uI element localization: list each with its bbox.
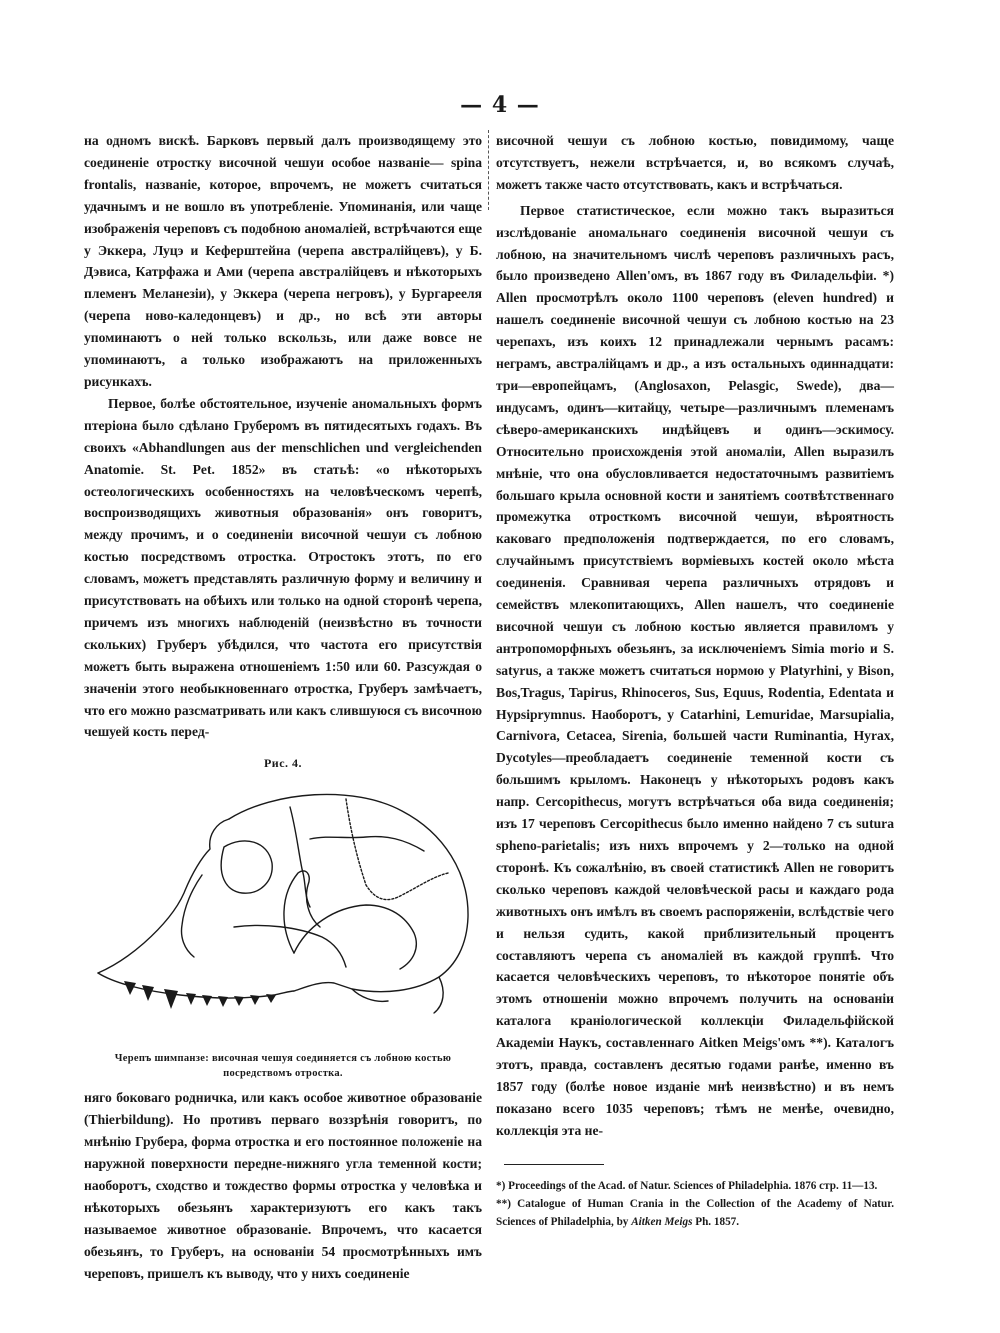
left-paragraph-3: няго боковаго родничка, или какъ особое животное образованіе (Thierbildung). Но противъ перваго воззрѣнія говоритъ, по мнѣнію Грубера, форма отростка и его постоянное положеніе на наружной поверхности передне-нижняго угла теменной кости; наоборотъ, сходство и тождество формы отростка у человѣка и нѣкоторыхъ обезьянъ характеризуютъ его какъ такъ называемое животное образованіе. Впрочемъ, что касается обезьянъ, то Груберъ, на основаніи 54 просмотрѣнныхъ имъ череповъ, пришелъ къ выводу, что у нихъ соединеніе <box>84 1090 482 1281</box>
orbit <box>221 841 272 893</box>
footnote-2-author: Aitken Meigs <box>631 1215 693 1228</box>
footnote-2 <box>496 1195 894 1231</box>
nasal-region <box>182 875 203 957</box>
left-paragraph-1: на одномъ вискѣ. Барковъ первый далъ производящему это соединеніе отростку височной чешуи особое названіе— spina frontalis, названіе, которое, впрочемъ, не можетъ считаться удачнымъ и не вошло въ употребленіе. Упоминанія, или чаще изображенія череповъ съ подобною аномаліей, встрѣчаются еще у Эккера, Луцэ и Кеферштейна (черепа австралійцевъ), у Б. Дэвиса, Катрфажа и Ами (черепа австралійцевъ и нѣкоторыхъ племенъ Меланезіи), у Эккера (черепа негровъ), у Бургарееля (черепа ново-каледонцевъ) и др., но всѣ эти авторы упоминаютъ о ней только вскользь, или даже вовсе не упоминаютъ, а только изображаютъ на приложенныхъ рисункахъ. <box>84 133 482 389</box>
parietal-suture <box>346 799 448 900</box>
footnote-rule <box>504 1164 604 1165</box>
footnote-2-text: **) Catalogue of Human Crania in the Collection of the Academy of Natur. Sciences of Philadelphia, by <box>496 1197 894 1228</box>
figure-caption: Черепъ шимпанзе: височная чешуя соединяется съ лобною костью посредствомъ отростка. <box>114 1053 452 1080</box>
left-column <box>84 130 482 1284</box>
brow-and-face <box>98 819 229 973</box>
upper-suture <box>310 837 424 851</box>
right-paragraph-1: височной чешуи съ лобною костью, повидимому, чаще отсутствуетъ, нежели встрѣчается, и, во всякомъ случаѣ, можетъ также часто отсутствовать, какъ и встрѣчаться. <box>496 133 894 192</box>
right-paragraph-2: Первое статистическое, если можно такъ выразиться изслѣдованіе аномальнаго соединенія височной чешуи съ лобною, на значительномъ числѣ череповъ различныхъ расъ, было произведено Allen'омъ, въ 1867 году въ Филадельфіи. *) Allen просмотрѣлъ около 1100 череповъ (eleven hundred) и нашелъ соединеніе височной чешуи съ лобною костью на 23 черепахъ, изъ коихъ 12 принадлежали чернымъ расамъ: неграмъ, австралійцамъ и др., а изъ остальныхъ одиннадцати: три—европейцамъ, (Anglosaxon, Pelasgic, Swede), два—индусамъ, одинъ—китайцу, четыре—различнымъ племенамъ сѣверо-американскихъ индѣйцевъ и одинъ—эскимосу. Относительно происхожденія этой аномаліи, Allen выразилъ мнѣніе, что она обусловливается недостаточнымъ развитіемъ большаго крыла основной кости и занятіемъ соотвѣтственнаго промежутка отросткомъ височной чешуи, вѣроятность каковаго предположенія подтверждается, по его словамъ, случайнымъ присутствіемъ ворміевыхъ костей около мѣста соединенія. Сравнивая черепа различныхъ отрядовъ и семействъ млекопитающихъ, Allen нашелъ, что соединеніе височной чешуи съ лобною костью является правиломъ у антропоморфныхъ обезьянъ, за исключеніемъ Simia morio и S. satyrus, а также можетъ считаться нормою у Platyrhini, у Bison, Bos,Tragus, Tapirus, Rhinoceros, Sus, Equus, Rodentia, Edentata и Hypsiprymnus. Наоборотъ, у Catarhini, Lemuridae, Marsupialia, Carnivora, Cetacea, Sirenia, большей части Ruminantia, Hyrax, Dycotyles—преобладаетъ соединеніе теменной кости съ большимъ крыломъ. Наконецъ у нѣкоторыхъ родовъ какъ напр. Cercopithecus, могутъ встрѣчаться оба вида соединенія; изъ 17 череповъ Cercopithecus было именно найдено 7 съ sutura spheno-parietalis; изъ нихъ впрочемъ у 2—только на одной сторонѣ. Къ сожалѣнію, въ своей статистикѣ Allen не говоритъ сколько череповъ каждой человѣческой расы и каждаго рода животныхъ онъ имѣлъ въ своемъ распоряженіи, вслѣдствіе чего и нельзя судить, какой приблизительный процентъ составляютъ черепа съ аномаліей въ каждой группѣ. Что касается человѣческихъ череповъ, то нѣкоторое понятіе объ этомъ отношеніи можно впрочемъ получить на основаніи каталога краніологической коллекціи Филадельфійской Академіи Наукъ, составленнаго Aitken Meigs'омъ **). Каталогъ этотъ, правда, составленъ десятью годами ранѣе, именно въ 1857 году (болѣе новое изданіе мнѣ неизвѣстно) и въ немъ показано всего 1035 череповъ; тѣмъ не менѣе, очевидно, коллекція эта не- <box>496 202 894 1138</box>
footnote-2-tail: Ph. 1857. <box>692 1215 740 1228</box>
figure-label: Рис. 4. <box>263 756 303 771</box>
skull-outline <box>229 795 468 992</box>
temporal-squama <box>294 905 416 969</box>
chimpanzee-skull-figure <box>84 777 482 1049</box>
page-number: — 4 — <box>460 92 540 118</box>
teeth-row <box>124 981 276 1009</box>
occipital-base <box>434 977 443 1013</box>
right-column <box>496 130 894 1231</box>
footnote-1: *) Proceedings of the Acad. of Natur. Sciences of Philadelphia. 1876 стр. 11—13. <box>496 1179 878 1192</box>
temporal-process <box>284 871 320 953</box>
left-paragraph-2: Первое, болѣе обстоятельное, изученіе аномальныхъ формъ птеріона было сдѣлано Груберомъ въ пятидесятыхъ годахъ. Въ своихъ «Abhandlungen aus der menschlichen und vergleichenden Anatomie. St. Pet. 1852» въ статьѣ: «о нѣкоторыхъ остеологическихъ особенностяхъ на человѣческомъ черепѣ, воспроизводящихъ животныя образованія» онъ говоритъ, между прочимъ, и о соединеніи височной чешуи съ лобною костью посредствомъ отростка. Отростокъ этотъ, по его словамъ, можетъ представлять различную форму и величину и присутствовать на обѣихъ или только на одной сторонѣ черепа, причемъ изъ многихъ наблюденій (неизвѣстно въ точности скольких) Груберъ убѣдился, что частота его присутствія можетъ быть выражена отношеніемъ 1:50 или 60. Разсуждая о значеніи этого необыкновеннаго отростка, Груберъ замѣчаетъ, что его можно разсматривать или какъ слившуюся съ височною чешуей кость перед- <box>84 395 482 740</box>
column-divider <box>488 130 489 210</box>
